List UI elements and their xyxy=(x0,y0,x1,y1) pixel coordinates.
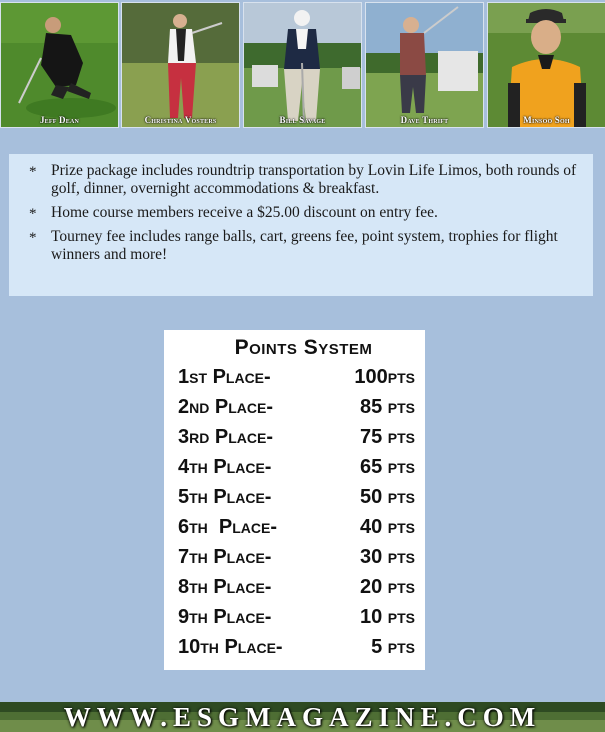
info-bullet-text: Home course members receive a $25.00 discount on entry fee. xyxy=(51,204,438,221)
points-value: 10 pts xyxy=(359,606,415,628)
points-row xyxy=(164,456,425,486)
points-value: 65 pts xyxy=(359,456,415,478)
golfer-standing-photo xyxy=(122,3,239,127)
photo-caption: Bill Savage xyxy=(279,115,326,125)
info-bullet-text: Tourney fee includes range balls, cart, greens fee, point system, trophies for flight winners and more! xyxy=(51,228,558,263)
photo-jeff-dean xyxy=(0,2,119,128)
info-bullet xyxy=(27,228,581,264)
points-title: Points System xyxy=(234,336,373,359)
points-row xyxy=(164,606,425,636)
place-label: 4th Place- xyxy=(178,456,272,478)
photo-strip xyxy=(0,0,605,132)
photo-caption: Minsoo Soh xyxy=(523,115,570,125)
golfer-addressing-photo xyxy=(244,3,361,127)
info-list xyxy=(9,154,593,264)
points-value: 20 pts xyxy=(359,576,415,598)
info-bullet xyxy=(27,204,581,222)
points-row xyxy=(164,636,425,666)
golfer-portrait-photo xyxy=(488,3,605,127)
info-box xyxy=(9,154,593,296)
place-label: 2nd Place- xyxy=(178,396,274,418)
photo-caption: Jeff Dean xyxy=(39,115,80,125)
points-value: 75 pts xyxy=(359,426,415,448)
points-value: 30 pts xyxy=(359,546,415,568)
place-label: 6th Place- xyxy=(178,516,278,538)
points-system-card xyxy=(164,330,425,670)
photo-caption: Christina Vosters xyxy=(144,115,217,125)
points-value: 5 pts xyxy=(371,636,415,658)
place-label: 5th Place- xyxy=(178,486,272,508)
place-label: 1st Place- xyxy=(178,366,271,388)
asterisk-icon: * xyxy=(29,230,37,246)
photo-bill-savage xyxy=(243,2,362,128)
photo-caption: Dave Thrift xyxy=(400,115,449,125)
info-bullet-text: Prize package includes roundtrip transportation by Lovin Life Limos, both rounds of golf, dinner, overnight accommodations & breakfast. xyxy=(51,162,577,197)
points-row xyxy=(164,546,425,576)
golfer-crouching-photo xyxy=(1,3,118,127)
golfer-swinging-photo xyxy=(366,3,483,127)
points-value: 50 pts xyxy=(359,486,415,508)
points-value: 100pts xyxy=(354,366,415,388)
points-row xyxy=(164,426,425,456)
place-label: 10th Place- xyxy=(178,636,283,658)
site-url-link[interactable]: WWW.ESGMAGAZINE.COM xyxy=(63,702,542,732)
place-label: 8th Place- xyxy=(178,576,272,598)
place-label: 7th Place- xyxy=(178,546,272,568)
photo-christina-vosters xyxy=(121,2,240,128)
points-value: 85 pts xyxy=(359,396,415,418)
points-row xyxy=(164,576,425,606)
footer-banner xyxy=(0,702,605,732)
place-label: 3rd Place- xyxy=(178,426,274,448)
photo-dave-thrift xyxy=(365,2,484,128)
asterisk-icon: * xyxy=(29,206,37,222)
points-row xyxy=(164,396,425,426)
points-row xyxy=(164,516,425,546)
photo-minsoo-soh xyxy=(487,2,605,128)
asterisk-icon: * xyxy=(29,164,37,180)
points-row xyxy=(164,366,425,396)
info-bullet xyxy=(27,162,581,198)
place-label: 9th Place- xyxy=(178,606,272,628)
points-row xyxy=(164,486,425,516)
points-value: 40 pts xyxy=(359,516,415,538)
